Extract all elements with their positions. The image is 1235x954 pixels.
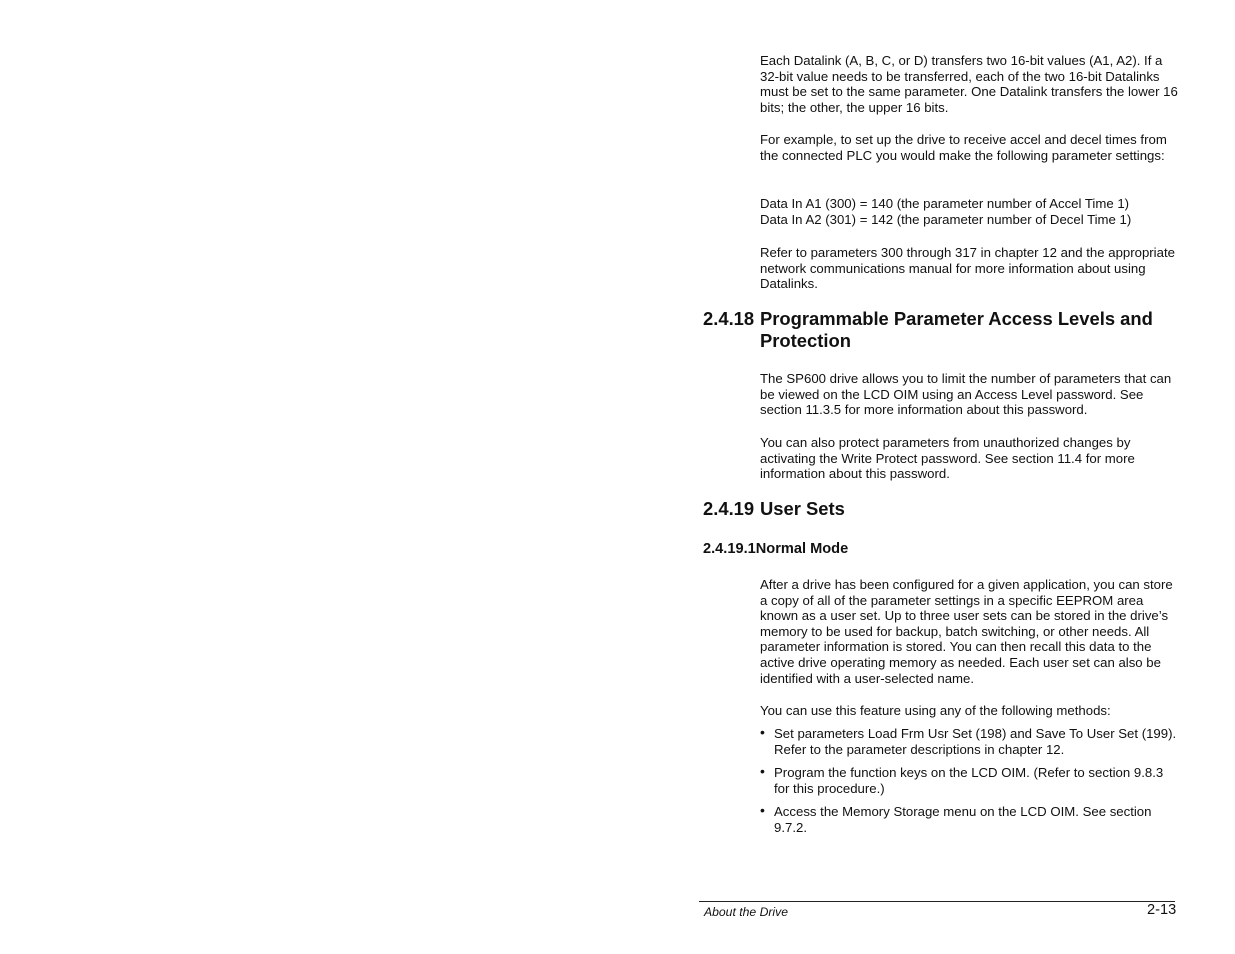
paragraph-refer-parameters: Refer to parameters 300 through 317 in chapter 12 and the appropriate network communications manual for more information about using Datalinks. (760, 245, 1175, 292)
list-item (760, 726, 1180, 757)
bullet-icon: • (760, 724, 765, 740)
subsection-number: 2.4.19.1 (703, 541, 756, 557)
list-item (760, 762, 1180, 796)
subsection-heading-normal-mode (703, 540, 848, 558)
bullet-icon: • (760, 762, 765, 779)
footer-section-title: About the Drive (704, 905, 789, 919)
section-heading-access-levels (703, 308, 1183, 352)
paragraph-access-level: The SP600 drive allows you to limit the number of parameters that can be viewed on the LCD OIM using an Access Level password. See section 11.3.5 for more information about this password. (760, 371, 1172, 418)
section-number: 2.4.18 (703, 308, 755, 329)
paragraph-write-protect: You can also protect parameters from unauthorized changes by activating the Write Protect password. See section 11.4 for more information about this password. (760, 435, 1135, 482)
parameter-setting-line-1: Data In A1 (300) = 140 (the parameter number of Accel Time 1) (760, 196, 1130, 211)
footer-divider (699, 901, 1175, 902)
methods-list (760, 726, 1180, 843)
paragraph-user-set-description: After a drive has been configured for a given application, you can store a copy of all of the parameter settings in a specific EEPROM area known as a user set. Up to three user sets can be stored in the drive’s memory to be used for backup, batch switching, or other needs. All parameter information is stored. You can then recall this data to the active drive operating memory as needed. Each user set can also be identified with a user-selected name. (760, 577, 1173, 686)
paragraph-datalink-values: Each Datalink (A, B, C, or D) transfers two 16-bit values (A1, A2). If a 32-bit value needs to be transferred, each of the two 16-bit Datalinks must be set to the same parameter. One Datalink transfers the lower 16 bits; the other, the upper 16 bits. (760, 53, 1178, 115)
list-item-text: Set parameters Load Frm Usr Set (198) and Save To User Set (199). Refer to the parameter descriptions in chapter 12. (774, 726, 1177, 757)
paragraph-example-intro: For example, to set up the drive to receive accel and decel times from the connected PLC you would make the following parameter settings: (760, 132, 1167, 163)
section-title: Programmable Parameter Access Levels and Protection (760, 308, 1153, 351)
list-item-text: Program the function keys on the LCD OIM. (Refer to section 9.8.3 for this procedure.) (774, 764, 1164, 796)
section-number: 2.4.19 (703, 498, 755, 519)
subsection-title: Normal Mode (755, 541, 849, 557)
paragraph-methods-intro: You can use this feature using any of the following methods: (760, 703, 1111, 718)
page-number: 2-13 (1147, 902, 1177, 918)
parameter-setting-line-2: Data In A2 (301) = 142 (the parameter number of Decel Time 1) (760, 212, 1132, 227)
section-title: User Sets (760, 498, 845, 519)
list-item (760, 801, 1180, 835)
bullet-icon: • (760, 801, 765, 818)
section-heading-user-sets (703, 498, 1183, 520)
list-item-text: Access the Memory Storage menu on the LCD OIM. See section 9.7.2. (774, 803, 1152, 835)
